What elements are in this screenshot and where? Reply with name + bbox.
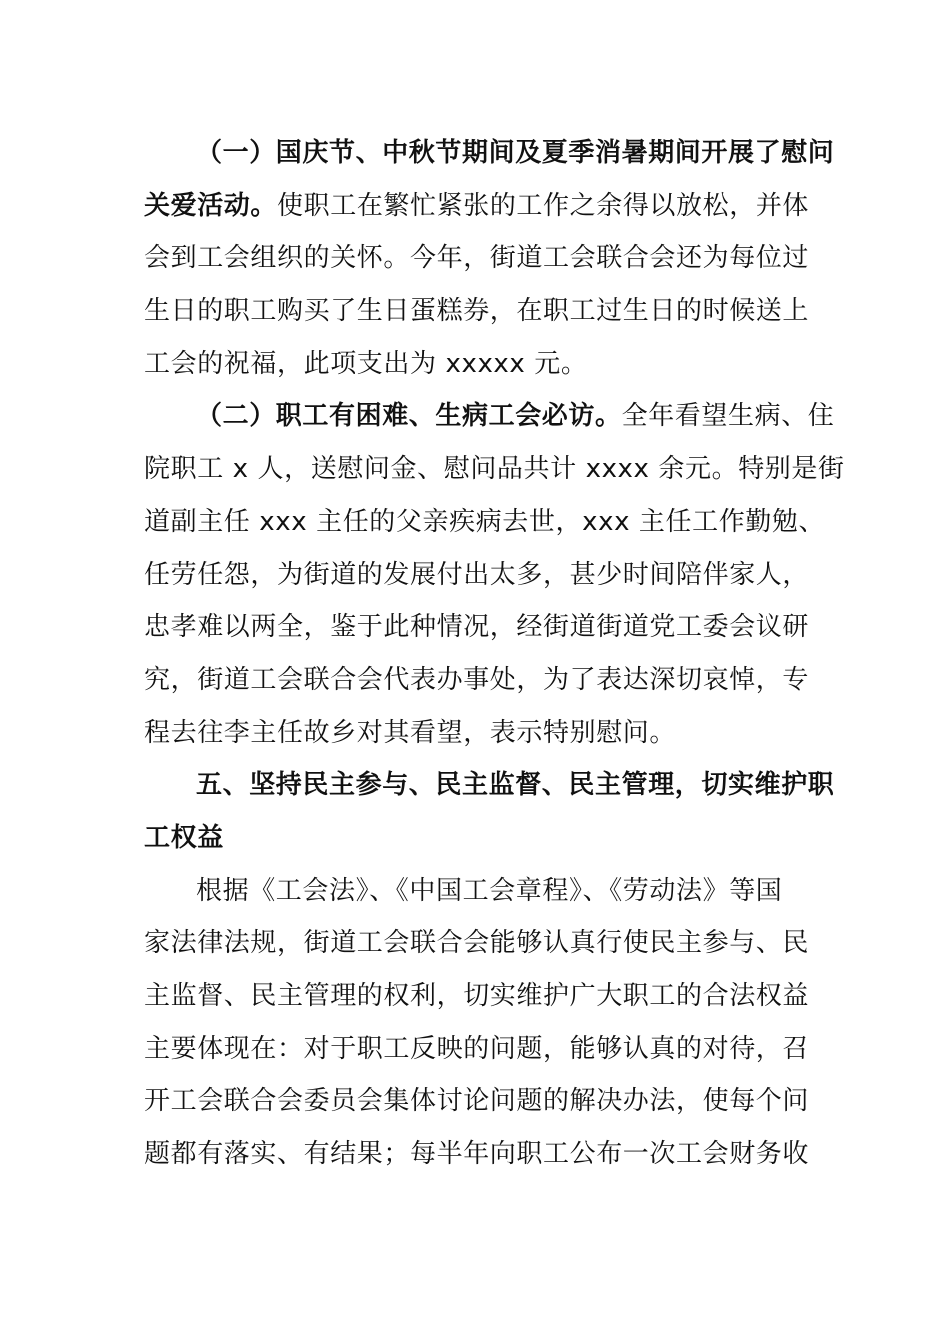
section-heading-five — [144, 759, 835, 864]
document-body — [144, 127, 845, 1181]
section-heading-text: 工权益 — [144, 822, 224, 853]
body-text: 会到工会组织的关怀。今年，街道工会联合会还为每位过 — [144, 243, 810, 274]
paragraph-visits — [144, 390, 845, 759]
section-heading-text: 五、坚持民主参与、民主监督、民主管理，切实维护职 — [196, 770, 835, 801]
text-line — [144, 917, 808, 970]
text-line — [144, 443, 845, 496]
body-text: 主要体现在：对于职工反映的问题，能够认真的对待，召 — [144, 1033, 810, 1064]
body-text: 究，街道工会联合会代表办事处，为了表达深切哀悼，专 — [144, 664, 810, 695]
text-line — [144, 127, 835, 180]
text-line — [144, 1023, 808, 1076]
body-text: 道副主任 xxx 主任的父亲疾病去世，xxx 主任工作勤勉、 — [144, 506, 826, 537]
bold-heading-text: （一）国庆节、中秋节期间及夏季消暑期间开展了慰问 — [196, 138, 835, 168]
text-line — [144, 601, 808, 654]
body-text: 生日的职工购买了生日蛋糕券，在职工过生日的时候送上 — [144, 296, 810, 327]
paragraph-democratic-rights — [144, 865, 808, 1181]
text-line — [144, 1128, 808, 1181]
body-text: 程去往李主任故乡对其看望，表示特别慰问。 — [144, 717, 677, 748]
text-line — [144, 1075, 808, 1128]
text-line — [144, 232, 808, 285]
body-text: 院职工 x 人，送慰问金、慰问品共计 xxxx 余元。特别是街 — [144, 454, 845, 485]
body-text: 家法律法规，街道工会联合会能够认真行使民主参与、民 — [144, 928, 810, 959]
body-text: 工会的祝福，此项支出为 xxxxx 元。 — [144, 348, 588, 379]
text-line — [144, 180, 808, 233]
text-line — [144, 970, 808, 1023]
body-text: 开工会联合会委员会集体讨论问题的解决办法，使每个问 — [144, 1086, 810, 1117]
body-text: 题都有落实、有结果；每半年向职工公布一次工会财务收 — [144, 1139, 810, 1170]
body-text: 忠孝难以两全，鉴于此种情况，经街道街道党工委会议研 — [144, 612, 810, 643]
body-text: 全年看望生病、住 — [621, 401, 835, 432]
text-line — [144, 390, 835, 443]
body-text: 主监督、民主管理的权利，切实维护广大职工的合法权益 — [144, 981, 810, 1011]
body-text: 根据《工会法》、《中国工会章程》、《劳动法》等国 — [196, 875, 783, 906]
text-line — [144, 338, 808, 391]
text-line — [144, 707, 808, 760]
paragraph-condolence-activities — [144, 127, 835, 390]
text-line — [144, 496, 826, 549]
bold-heading-text: 关爱活动。 — [144, 190, 278, 221]
text-line — [144, 549, 808, 602]
body-text: 使职工在繁忙紧张的工作之余得以放松，并体 — [277, 190, 810, 221]
text-line — [144, 285, 808, 338]
text-line — [144, 865, 808, 918]
bold-heading-text: （二）职工有困难、生病工会必访。 — [196, 401, 622, 432]
body-text: 任劳任怨，为街道的发展付出太多，甚少时间陪伴家人， — [144, 559, 810, 590]
text-line — [144, 654, 808, 707]
